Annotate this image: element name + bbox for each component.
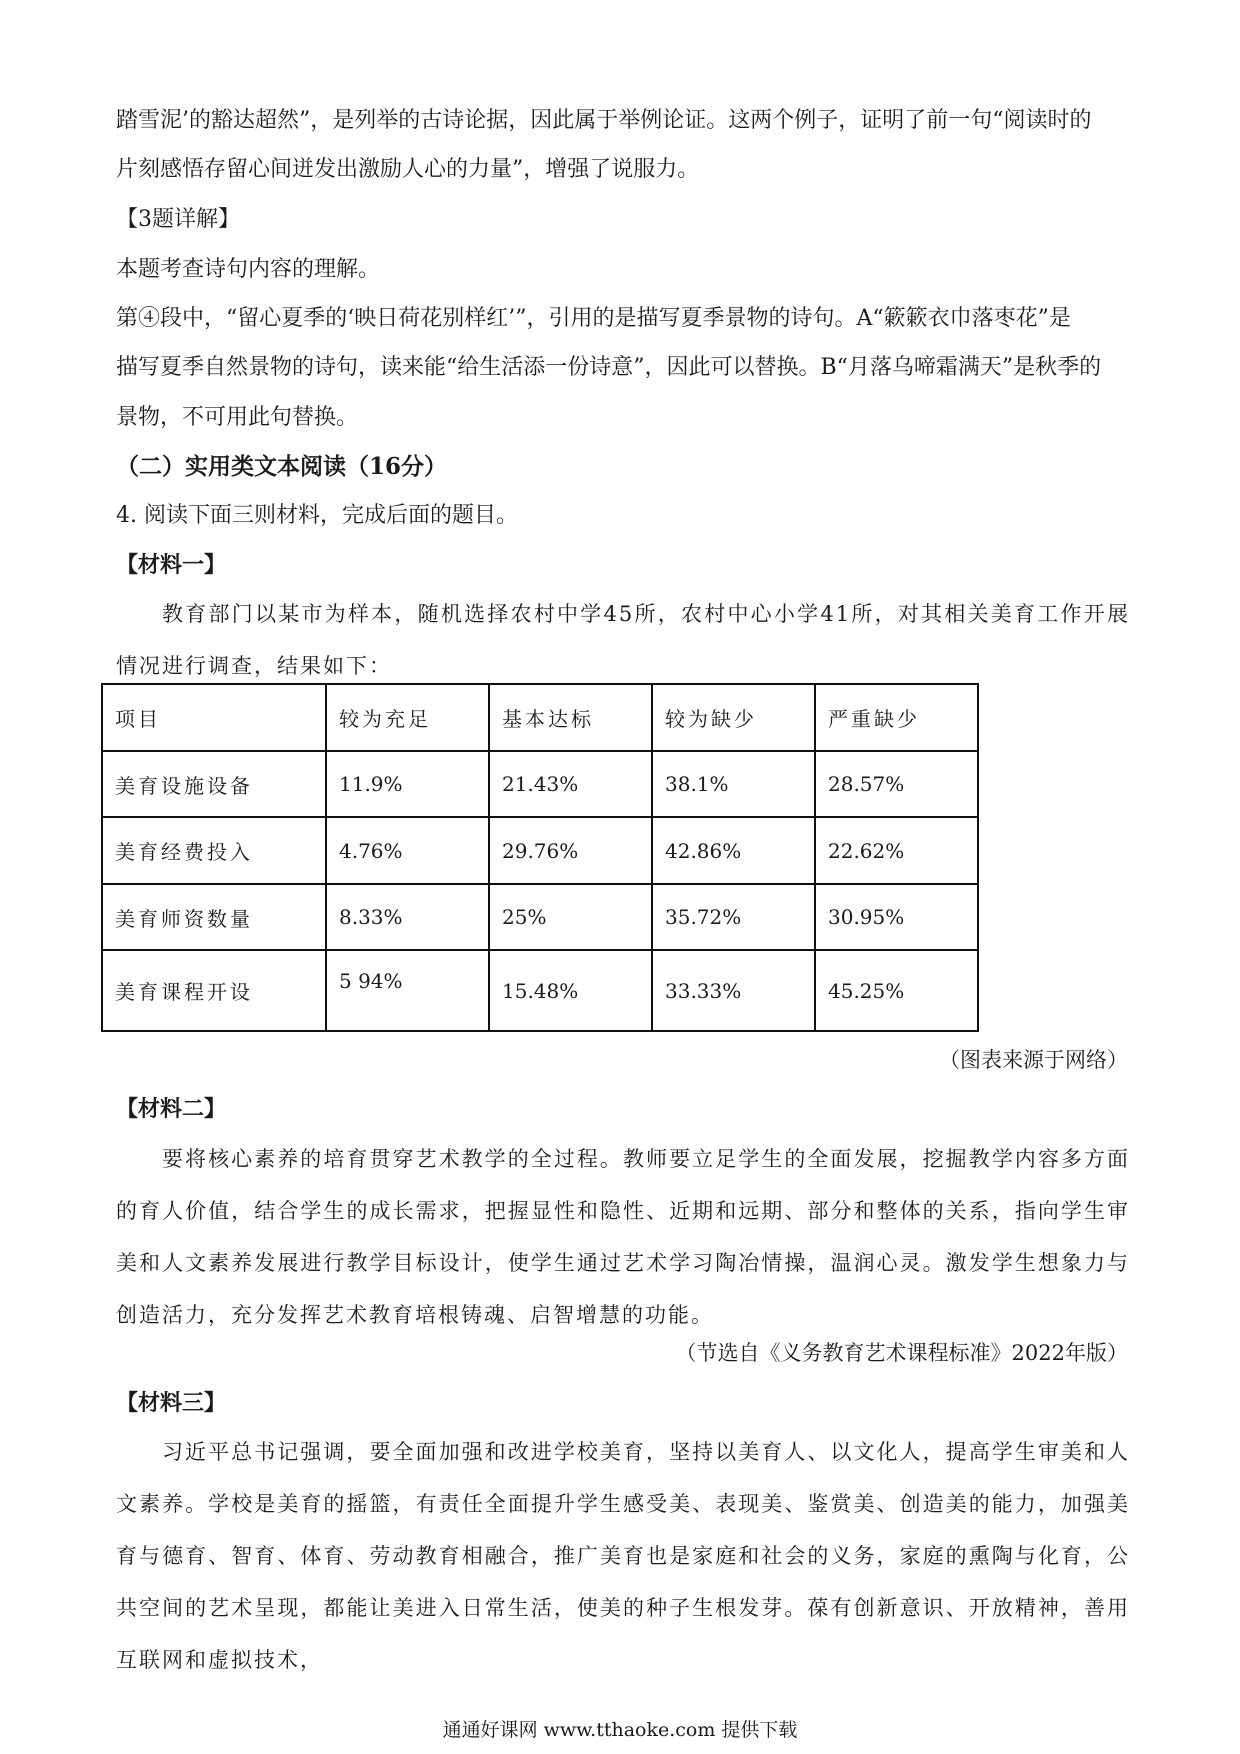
table-cell: 28.57%	[815, 751, 978, 817]
text-line: 第④段中，“留心夏季的‘映日荷花别样红’”，引用的是描写夏季景物的诗句。A“簌簌衣巾落枣花”是	[116, 306, 1071, 331]
text-line: 本题考查诗句内容的理解。	[116, 257, 381, 282]
table-cell: 29.76%	[489, 817, 652, 884]
table-header: 较为充足	[326, 684, 489, 751]
table-cell: 11.9%	[326, 751, 489, 817]
material-three-text: 习近平总书记强调，要全面加强和改进学校美育，坚持以美育人、以文化人，提高学生审美和人文素养。学校是美育的摇篮，有责任全面提升学生感受美、表现美、鉴赏美、创造美的能力，加强美育与德育、智育、体育、劳动教育相融合，推广美育也是家庭和社会的义务，家庭的熏陶与化育，公共空间的艺术呈现，都能让美进入日常生活，使美的种子生根发芽。葆有创新意识、开放精神，善用互联网和虚拟技术，	[116, 1440, 1130, 1672]
table-cell: 42.86%	[652, 817, 815, 884]
table-cell: 38.1%	[652, 751, 815, 817]
table-row	[102, 817, 978, 884]
table-cell: 8.33%	[326, 884, 489, 950]
table-header: 基本达标	[489, 684, 652, 751]
table-header: 较为缺少	[652, 684, 815, 751]
table-cell: 美育师资数量	[102, 884, 326, 950]
table-cell: 21.43%	[489, 751, 652, 817]
text-line: 片刻感悟存留心间迸发出激励人心的力量”，增强了说服力。	[116, 157, 700, 182]
material-one-label: 【材料一】	[116, 552, 227, 578]
text-line: 描写夏季自然景物的诗句，读来能“给生活添一份诗意”，因此可以替换。B“月落乌啼霜满天”是秋季的	[116, 355, 1102, 380]
table-cell: 25%	[489, 884, 652, 950]
section-heading: （二）实用类文本阅读（16分）	[116, 453, 448, 480]
table-row	[102, 950, 978, 1031]
answer-heading: 【3题详解】	[116, 207, 240, 232]
material-one-intro	[116, 588, 1130, 692]
table-cell: 33.33%	[652, 950, 815, 1031]
table-header: 项目	[102, 684, 326, 751]
table-header: 严重缺少	[815, 684, 978, 751]
material-one-intro-text: 教育部门以某市为样本，随机选择农村中学45所，农村中心小学41所，对其相关美育工作开展情况进行调查，结果如下：	[116, 602, 1130, 678]
text-line: 踏雪泥’的豁达超然”，是列举的古诗论据，因此属于举例论证。这两个例子，证明了前一句“阅读时的	[116, 108, 1092, 133]
material-two-body	[116, 1133, 1130, 1341]
table-row	[102, 751, 978, 817]
table-row	[102, 884, 978, 950]
table-cell: 美育经费投入	[102, 817, 326, 884]
table-cell: 35.72%	[652, 884, 815, 950]
material-two-label: 【材料二】	[116, 1096, 227, 1122]
material-three-body	[116, 1426, 1130, 1686]
material-three-label: 【材料三】	[116, 1390, 227, 1416]
text-line: 景物，不可用此句替换。	[116, 405, 359, 430]
table-cell: 美育设施设备	[102, 751, 326, 817]
table-header-row	[102, 684, 978, 751]
table-cell: 22.62%	[815, 817, 978, 884]
material-two-source: （节选自《义务教育艺术课程标准》2022年版）	[675, 1341, 1128, 1365]
table-source-note: （图表来源于网络）	[939, 1048, 1128, 1072]
table-cell: 4.76%	[326, 817, 489, 884]
page-footer: 通通好课网 www.tthaoke.com 提供下载	[442, 1719, 798, 1741]
table-cell: 5 94%	[326, 950, 489, 1031]
table-cell: 15.48%	[489, 950, 652, 1031]
table-cell: 45.25%	[815, 950, 978, 1031]
table-cell: 30.95%	[815, 884, 978, 950]
table-cell: 美育课程开设	[102, 950, 326, 1031]
material-two-text: 要将核心素养的培育贯穿艺术教学的全过程。教师要立足学生的全面发展，挖掘教学内容多方面的育人价值，结合学生的成长需求，把握显性和隐性、近期和远期、部分和整体的关系，指向学生审美和人文素养发展进行教学目标设计，使学生通过艺术学习陶冶情操，温润心灵。激发学生想象力与创造活力，充分发挥艺术教育培根铸魂、启智增慧的功能。	[116, 1147, 1130, 1327]
question-prompt: 4. 阅读下面三则材料，完成后面的题目。	[116, 503, 518, 528]
survey-table	[101, 683, 979, 1032]
